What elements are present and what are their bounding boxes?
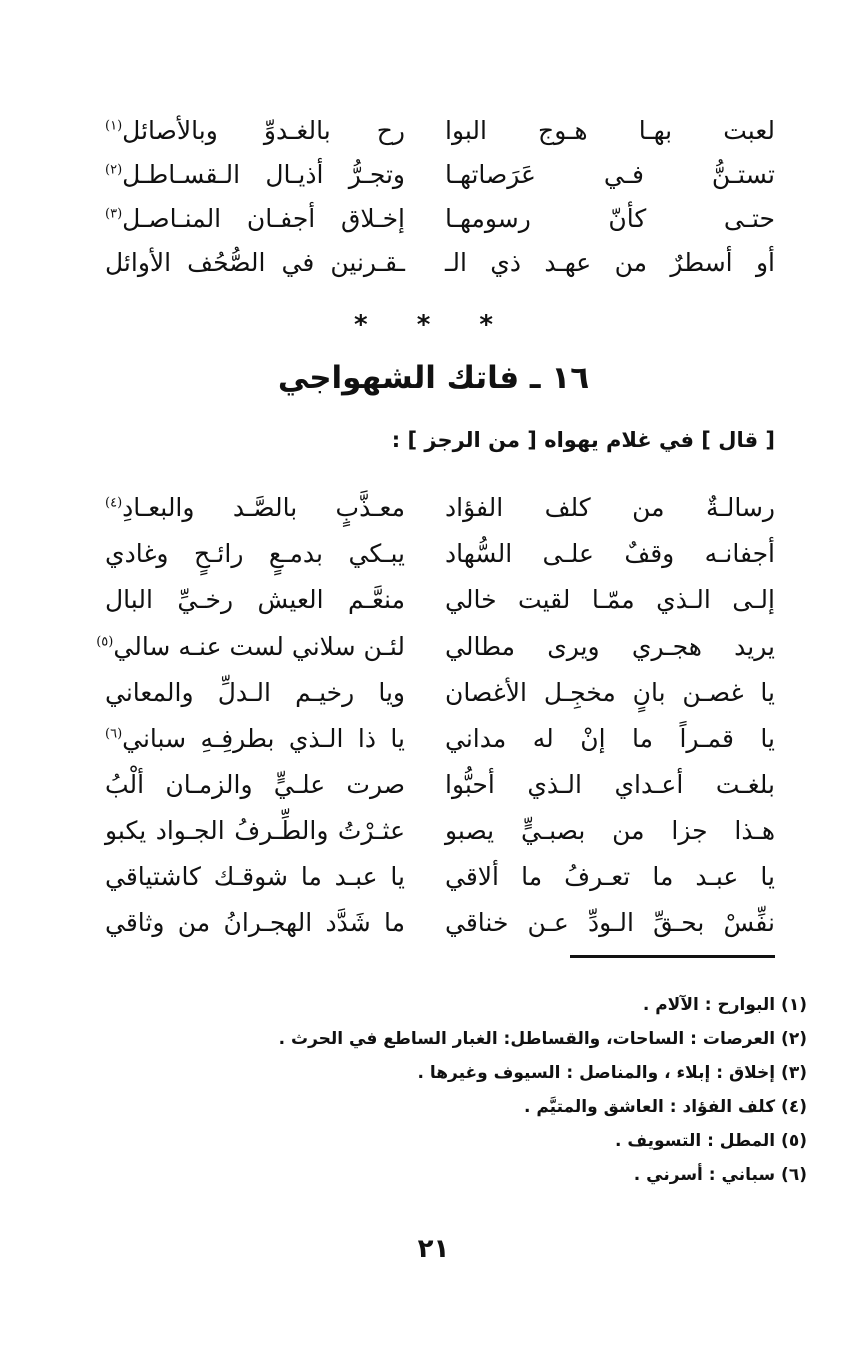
footnote-ref: (٥) (96, 634, 114, 650)
page-number: ٢١ (417, 1234, 450, 1264)
verse-first-hemistich: يا قمـراً ما إنْ له مداني (445, 724, 775, 753)
hemistich-text: وتجـرُّ أذيـال الـقسـاطـل (122, 160, 405, 189)
verse-second-hemistich (105, 855, 405, 899)
hemistich-text: منعَّـم العيش رخـيِّ البال (105, 585, 405, 614)
hemistich-text: ويا رخيـم الـدلِّ والمعاني (105, 678, 405, 707)
footnote-divider (570, 955, 775, 958)
section-title: ١٦ ـ فاتك الشهواجي (277, 360, 590, 396)
verse-second-hemistich (105, 153, 405, 197)
footnote: (٥) المطل : التسويف . (615, 1131, 807, 1151)
verse-first-hemistich: يا عبـد ما تعـرفُ ما ألاقي (445, 862, 775, 891)
verse-line (105, 717, 775, 761)
hemistich-text: معـذَّبٍ بالصَّـد والبعـادِ (122, 493, 405, 522)
verse-line (105, 763, 775, 807)
verse-second-hemistich (105, 486, 405, 530)
verse-first-hemistich: بلغـت أعـداي الـذي أحبُّوا (445, 770, 775, 799)
verse-first-hemistich: أجفانـه وقفٌ علـى السُّهاد (445, 539, 775, 568)
verse-line (105, 901, 775, 945)
verse-line (105, 153, 775, 197)
verse-second-hemistich (105, 109, 405, 153)
footnote-ref: (٤) (105, 495, 123, 511)
verse-line (105, 671, 775, 715)
hemistich-text: إخـلاق أجفـان المنـاصـل (122, 204, 405, 233)
verse-second-hemistich (105, 578, 405, 622)
verse-first-hemistich: إلـى الـذي ممّـا لقيت خالي (445, 585, 775, 614)
hemistich-text: عثـرْتُ والطِّـرفُ الجـواد يكبو (105, 816, 405, 845)
verse-first-hemistich: لعبت بهـا هـوج البوا (445, 116, 775, 145)
verse-first-hemistich: تستـنُّ فـي عَرَصاتهـا (445, 160, 775, 189)
footnote: (٣) إخلاق : إبلاء ، والمناصل : السيوف وغيرها . (417, 1063, 807, 1083)
verse-second-hemistich (96, 625, 405, 669)
verse-first-hemistich: رسالـةٌ من كلف الفؤاد (445, 493, 775, 522)
hemistich-text: لئـن سلاني لست عنـه سالي (113, 632, 405, 661)
verse-line (105, 578, 775, 622)
verse-line (105, 109, 775, 153)
hemistich-text: يا ذا الـذي بطرفِـهِ سباني (122, 724, 405, 753)
verse-first-hemistich: نفِّسْ بحـقِّ الـودِّ عـن خناقي (445, 908, 775, 937)
poem-intro: [ قال ] في غلام يهواه [ من الرجز ] : (391, 428, 775, 452)
footnote: (٤) كلف الفؤاد : العاشق والمتيَّم . (523, 1097, 807, 1117)
verse-second-hemistich (105, 901, 405, 945)
verse-line (105, 486, 775, 530)
verse-line (105, 197, 775, 241)
verse-first-hemistich: يا غصـن بانٍ مخجِـل الأغصان (445, 678, 775, 707)
verse-line (105, 855, 775, 899)
verse-first-hemistich: حتـى كأنّ رسومهـا (445, 204, 775, 233)
footnote-ref: (١) (105, 118, 123, 134)
verse-first-hemistich: هـذا جزا من بصبـيٍّ يصبو (445, 816, 775, 845)
verse-second-hemistich (105, 809, 405, 853)
verse-line (105, 241, 775, 285)
footnote: (١) البوارح : الآلام . (642, 995, 807, 1015)
verse-second-hemistich (105, 717, 405, 761)
verse-second-hemistich (105, 197, 405, 241)
verse-second-hemistich (105, 763, 405, 807)
verse-line (96, 625, 775, 669)
footnote-ref: (٣) (105, 206, 123, 222)
hemistich-text: يبـكي بدمـعٍ رائـحٍ وغادي (105, 539, 405, 568)
hemistich-text: صرت علـيٍّ والزمـان ألْبُ (105, 770, 405, 799)
hemistich-text: يا عبـد ما شوقـك كاشتياقي (105, 862, 405, 891)
hemistich-text: رح بالغـدوِّ وبالأصائل (122, 116, 405, 145)
footnote-ref: (٦) (105, 726, 123, 742)
verse-line (105, 532, 775, 576)
hemistich-text: ـقـرنين في الصُّحُف الأوائل (105, 248, 405, 277)
footnote: (٦) سباني : أسرني . (633, 1165, 807, 1185)
verse-first-hemistich: أو أسطرٌ من عهـد ذي الـ (445, 248, 775, 277)
verse-line (105, 809, 775, 853)
verse-first-hemistich: يريد هجـري ويرى مطالي (445, 632, 775, 661)
footnote: (٢) العرصات : الساحات، والقساطل: الغبار الساطع في الحرث . (278, 1029, 807, 1049)
verse-second-hemistich (105, 671, 405, 715)
hemistich-text: ما شَدَّد الهجـرانُ من وثاقي (105, 908, 405, 937)
footnote-ref: (٢) (105, 162, 123, 178)
verse-second-hemistich (105, 532, 405, 576)
verse-second-hemistich (105, 241, 405, 285)
footnotes (87, 988, 807, 1192)
section-separator: * * * (354, 310, 513, 340)
